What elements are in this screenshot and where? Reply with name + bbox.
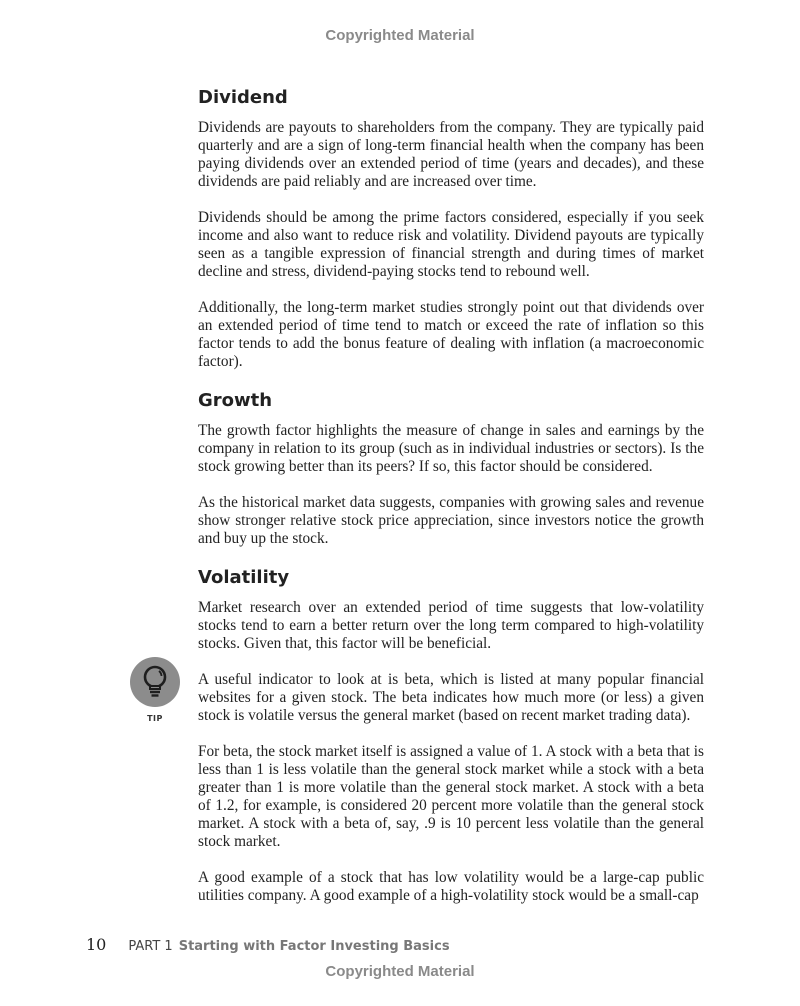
section-heading: Dividend xyxy=(198,87,288,108)
lightbulb-icon xyxy=(130,657,180,707)
copyright-watermark-top: Copyrighted Material xyxy=(325,27,475,44)
section-volatility xyxy=(147,566,704,905)
part-title: Starting with Factor Investing Basics xyxy=(178,939,450,954)
tip-label: TIP xyxy=(147,714,163,723)
paragraph: The growth factor highlights the measure of change in sales and earnings by the company in relation to its group (such as in individual industries or sectors). Is the stock growing better than its peers? If so, this factor should be considered. xyxy=(198,422,704,475)
section-heading: Volatility xyxy=(198,567,290,588)
section-dividend xyxy=(198,86,704,371)
paragraph: A good example of a stock that has low volatility would be a large-cap public utilities company. A good example of a high-volatility stock would be a small-cap xyxy=(198,869,704,904)
tip-box xyxy=(147,671,704,725)
tip-paragraph: A useful indicator to look at is beta, which is listed at many popular financial websites for a given stock. The beta indicates how much more (or less) a given stock is volatile versus the general market (based on recent market trading data). xyxy=(198,671,704,724)
page-number: 10 xyxy=(86,935,107,954)
copyright-watermark-bottom: Copyrighted Material xyxy=(325,963,475,980)
paragraph: Additionally, the long-term market studies strongly point out that dividends over an extended period of time tend to match or exceed the rate of inflation so this factor tends to add the bonus feature of dealing with inflation (a macroeconomic factor). xyxy=(198,299,704,370)
section-heading: Growth xyxy=(198,390,273,411)
page-body xyxy=(147,86,704,923)
paragraph: Market research over an extended period of time suggests that low-volatility stocks tend to earn a better return over the long term compared to high-volatility stocks. Given that, this factor will be beneficial. xyxy=(198,599,704,652)
paragraph: For beta, the stock market itself is assigned a value of 1. A stock with a beta that is less than 1 is less volatile than the general stock market while a stock with a beta greater than 1 is more volatile than the general stock market. A stock with a beta of 1.2, for example, is considered 20 percent more volatile than the general stock market. A stock with a beta of, say, .9 is 10 percent less volatile than the general stock market. xyxy=(198,743,704,850)
paragraph: Dividends should be among the prime factors considered, especially if you seek income and also want to reduce risk and volatility. Dividend payouts are typically seen as a tangible expression of financial strength and during times of market decline and stress, dividend-paying stocks tend to rebound well. xyxy=(198,209,704,280)
tip-marker xyxy=(130,657,180,723)
page-footer xyxy=(86,935,450,954)
paragraph: As the historical market data suggests, companies with growing sales and revenue show stronger relative stock price appreciation, since investors notice the growth and buy up the stock. xyxy=(198,494,704,547)
section-growth xyxy=(198,389,704,548)
paragraph: Dividends are payouts to shareholders from the company. They are typically paid quarterly and are a sign of long-term financial health when the company has been paying dividends over an extended period of time (years and decades), and these dividends are paid reliably and are increased over time. xyxy=(198,119,704,190)
part-label: PART 1 xyxy=(128,939,173,954)
